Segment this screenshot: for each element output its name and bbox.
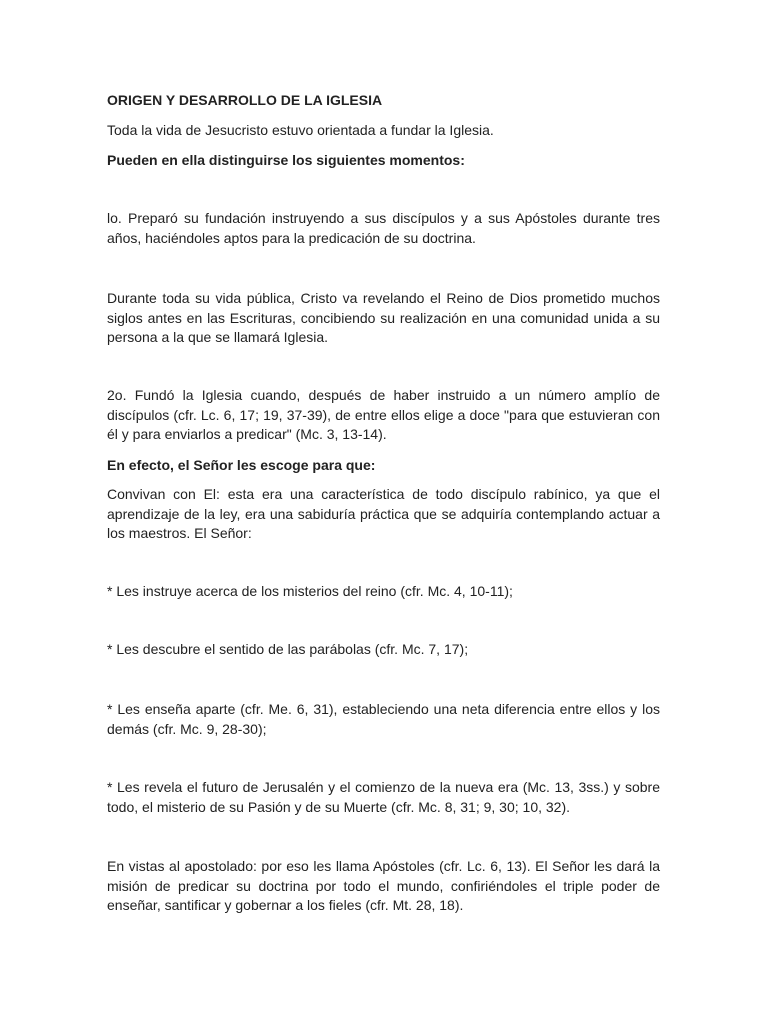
paragraph-live-with-him: Convivan con El: esta era una característica de todo discípulo rabínico, ya que el aprendizaje de la ley, era una sabiduría práctica que se adquiría contemplando actuar a los maestros. El Señor: [107,486,660,541]
bullet-item-reveals-future: * Les revela el futuro de Jerusalén y el comienzo de la nueva era (Mc. 13, 3ss.) y sobre todo, el misterio de su Pasión y de su Muerte (cfr. Mc. 8, 31; 9, 30; 10, 32). [107,779,660,815]
bullet-item-mysteries: * Les instruye acerca de los misterios del reino (cfr. Mc. 4, 10-11); [107,583,513,599]
intro-paragraph: Toda la vida de Jesucristo estuvo orientada a fundar la Iglesia. [107,122,494,138]
paragraph-apostolate: En vistas al apostolado: por eso les llama Apóstoles (cfr. Lc. 6, 13). El Señor les dará la misión de predicar su doctrina por todo el mundo, confiriéndoles el triple poder de enseñar, santificar y gobernar a los fieles (cfr. Mt. 28, 18). [107,858,660,913]
moments-heading: Pueden en ella distinguirse los siguientes momentos: [107,152,465,168]
paragraph-public-life: Durante toda su vida pública, Cristo va revelando el Reino de Dios prometido muchos siglos antes en las Escrituras, concibiendo su realización en una comunidad unida a su persona a la que se llamará Iglesia. [107,290,660,345]
effect-heading: En efecto, el Señor les escoge para que: [107,457,376,473]
paragraph-first-moment: lo. Preparó su fundación instruyendo a sus discípulos y a sus Apóstoles durante tres años, haciéndoles aptos para la predicación de su doctrina. [107,210,660,246]
document-title: ORIGEN Y DESARROLLO DE LA IGLESIA [107,92,383,108]
paragraph-second-moment: 2o. Fundó la Iglesia cuando, después de haber instruido a un número amplío de discípulos (cfr. Lc. 6, 17; 19, 37-39), de entre ellos elige a doce "para que estuvieran con él y para enviarlos a predicar" (Mc. 3, 13-14). [107,387,660,442]
bullet-item-parables: * Les descubre el sentido de las parábolas (cfr. Mc. 7, 17); [107,641,469,657]
document-page [107,0,660,1024]
bullet-item-teaches-apart: * Les enseña aparte (cfr. Me. 6, 31), estableciendo una neta diferencia entre ellos y los demás (cfr. Mc. 9, 28-30); [107,701,660,737]
